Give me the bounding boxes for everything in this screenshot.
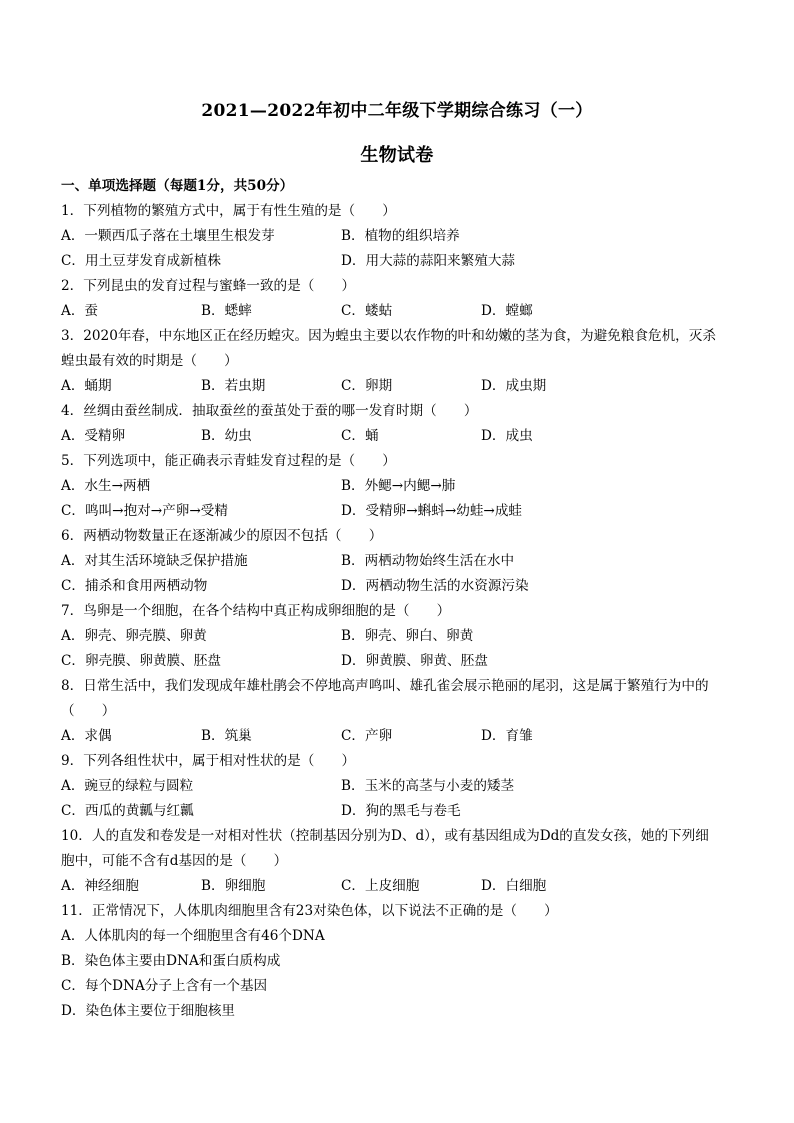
question-stem: 7．鸟卵是一个细胞，在各个结构中真正构成卵细胞的是（ ） [61,603,451,619]
option: C．用土豆芽发育成新植株 [61,253,221,269]
question-block [61,449,741,524]
option: B．若虫期 [201,378,266,394]
option: C．卵壳膜、卵黄膜、胚盘 [61,653,221,669]
exam-subtitle: 生物试卷 [360,145,434,166]
option-row [61,799,741,824]
option-row [61,724,741,749]
option: B．两栖动物始终生活在水中 [341,553,515,569]
option: D．成虫 [481,428,533,444]
option: C．产卵 [341,728,393,744]
option: B．染色体主要由DNA和蛋白质构成 [61,953,281,969]
question-block [61,674,741,749]
option-row [61,549,741,574]
option: D．狗的黑毛与卷毛 [341,803,461,819]
option-row [61,774,741,799]
option: B．玉米的高茎与小麦的矮茎 [341,778,515,794]
section-heading: 一、单项选择题（每题1分，共50分） [61,178,294,194]
question-stem: 6．两栖动物数量正在逐渐减少的原因不包括（ ） [61,528,383,544]
question-stem: 1．下列植物的繁殖方式中，属于有性生殖的是（ ） [61,203,396,219]
option: A．蛹期 [61,378,112,394]
question-block [61,199,741,274]
question-stem: （ ） [61,703,116,719]
option: C．上皮细胞 [341,878,420,894]
option: C．卵期 [341,378,393,394]
question-block [61,824,741,899]
option-row [61,224,741,249]
option: A．受精卵 [61,428,126,444]
option-row [61,624,741,649]
question-block [61,749,741,824]
option: A．豌豆的绿粒与圆粒 [61,778,194,794]
option: D．染色体主要位于细胞核里 [61,1003,236,1019]
option: C．蛹 [341,428,379,444]
question-stem: 3．2020年春，中东地区正在经历蝗灾。因为蝗虫主要以农作物的叶和幼嫩的茎为食，为避免粮食危机，灭杀 [61,328,716,344]
option: B．外鳃→内鳃→肺 [341,478,456,494]
question-block [61,599,741,674]
question-stem: 10．人的直发和卷发是一对相对性状（控制基因分别为D、d），或有基因组成为Dd的直发女孩，她的下列细 [61,828,709,844]
option: D．育雏 [481,728,533,744]
question-stem: 5．下列选项中，能正确表示青蛙发育过程的是（ ） [61,453,396,469]
question-block [61,524,741,599]
option: B．卵壳、卵白、卵黄 [341,628,474,644]
option: A．一颗西瓜子落在土壤里生根发芽 [61,228,275,244]
option-row [61,249,741,274]
option: B．蟋蟀 [201,303,252,319]
option-row [61,299,741,324]
question-block [61,324,741,399]
option: D．卵黄膜、卵黄、胚盘 [341,653,488,669]
question-block [61,274,741,324]
option: C．蝼蛄 [341,303,393,319]
option: D．受精卵→蝌蚪→幼蛙→成蛙 [341,503,523,519]
option: D．白细胞 [481,878,547,894]
option: C．每个DNA分子上含有一个基因 [61,978,268,994]
question-stem: 胞中，可能不含有d基因的是（ ） [61,853,288,869]
question-stem: 9．下列各组性状中，属于相对性状的是（ ） [61,753,356,769]
option: A．神经细胞 [61,878,139,894]
question-stem: 11．正常情况下，人体肌肉细胞里含有23对染色体，以下说法不正确的是（ ） [61,903,558,919]
option-row [61,424,741,449]
question-stem: 蝗虫最有效的时期是（ ） [61,353,238,369]
question-block [61,399,741,449]
question-block [61,899,741,1024]
option: A．求偶 [61,728,112,744]
question-stem: 4．丝绸由蚕丝制成．抽取蚕丝的蚕茧处于蚕的哪一发育时期（ ） [61,403,478,419]
option: C．捕杀和食用两栖动物 [61,578,208,594]
option: A．水生→两栖 [61,478,151,494]
option: A．人体肌肉的每一个细胞里含有46个DNA [61,928,325,944]
option-row [61,499,741,524]
option: B．幼虫 [201,428,252,444]
option: A．蚕 [61,303,99,319]
question-list [61,174,741,1024]
option: B．卵细胞 [201,878,266,894]
option-row [61,574,741,599]
option: A．对其生活环境缺乏保护措施 [61,553,248,569]
option-row [61,874,741,899]
option-row [61,374,741,399]
option: B．植物的组织培养 [341,228,460,244]
option: C．西瓜的黄瓤与红瓤 [61,803,194,819]
option: B．筑巢 [201,728,252,744]
option: D．用大蒜的蒜阳来繁殖大蒜 [341,253,516,269]
question-stem: 2．下列昆虫的发育过程与蜜蜂一致的是（ ） [61,278,356,294]
option: C．鸣叫→抱对→产卵→受精 [61,503,228,519]
question-stem: 8．日常生活中，我们发现成年雄杜鹃会不停地高声鸣叫、雄孔雀会展示艳丽的尾羽，这是属于繁殖行为中的 [61,678,709,694]
exam-title: 2021—2022年初中二年级下学期综合练习（一） [201,101,593,121]
option-row [61,474,741,499]
option: D．两栖动物生活的水资源污染 [341,578,529,594]
option: D．成虫期 [481,378,547,394]
option-row [61,649,741,674]
option: D．螳螂 [481,303,533,319]
option: A．卵壳、卵壳膜、卵黄 [61,628,207,644]
